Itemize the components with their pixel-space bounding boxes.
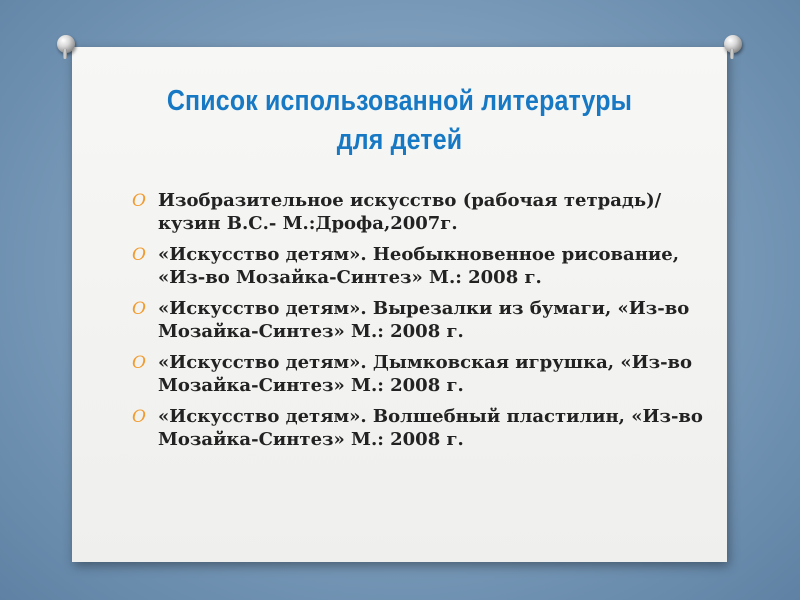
slide-title [118,82,681,160]
list-item [126,406,706,451]
list-item-text: «Искусство детям». Вырезалки из бумаги, «Из-во Мозайка-Синтез» М.: 2008 г. [158,298,690,342]
slide-title-line: для детей [336,124,463,156]
slide-title-line: Список использованной литературы [166,85,633,117]
bibliography-list [126,190,706,460]
bullet-icon: O [132,299,146,319]
list-item-text: Изобразительное искусство (рабочая тетрадь)/кузин В.С.- М.:Дрофа,2007г. [158,190,662,234]
list-item [126,190,706,235]
bullet-icon: O [132,245,146,265]
list-item-text: «Искусство детям». Необыкновенное рисование, «Из-во Мозайка-Синтез» М.: 2008 г. [158,244,679,288]
list-item-text: «Искусство детям». Дымковская игрушка, «Из-во Мозайка-Синтез» М.: 2008 г. [158,352,693,396]
pushpin-icon [57,35,75,53]
bullet-icon: O [132,407,146,427]
pushpin-icon [724,35,742,53]
bullet-icon: O [132,191,146,211]
bullet-icon: O [132,353,146,373]
list-item [126,352,706,397]
list-item [126,298,706,343]
list-item-text: «Искусство детям». Волшебный пластилин, «Из-во Мозайка-Синтез» М.: 2008 г. [158,406,703,450]
list-item [126,244,706,289]
